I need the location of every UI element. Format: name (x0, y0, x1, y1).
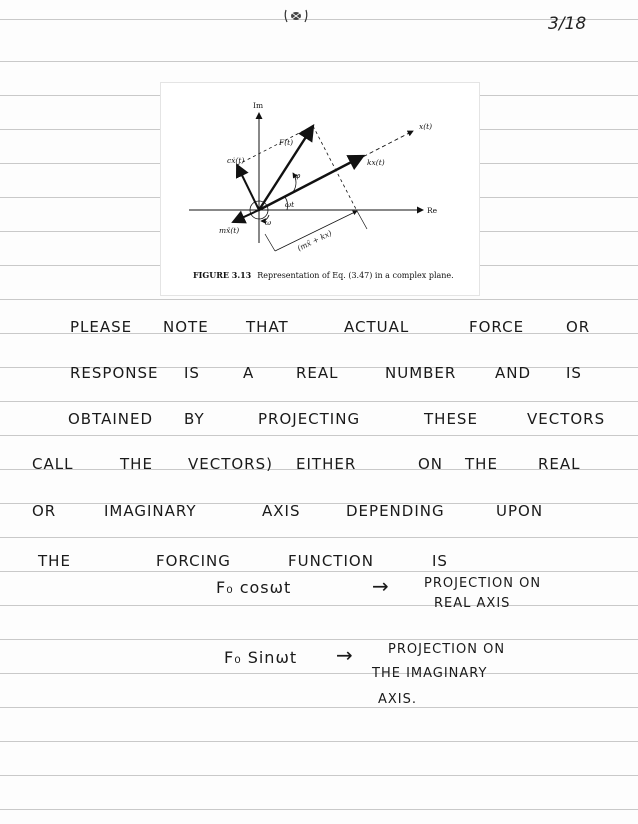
note-word: IS (566, 364, 582, 382)
note-word: NUMBER (385, 364, 457, 382)
note-line-4 (0, 455, 638, 477)
label-cxdot: cẋ(t) (227, 156, 245, 165)
sin-result-3: AXIS. (378, 692, 418, 707)
note-word: IS (432, 552, 448, 570)
label-x-t: x(t) (419, 122, 433, 131)
note-word: A (243, 364, 255, 382)
note-word: IMAGINARY (104, 502, 197, 520)
note-word: AND (495, 364, 532, 382)
note-word: FUNCTION (288, 552, 374, 570)
stamp-mark-icon (282, 6, 310, 26)
label-F-t: F(t) (279, 138, 294, 147)
kx-vector (259, 156, 363, 210)
note-word: THESE (424, 410, 478, 428)
note-word: FORCING (156, 552, 231, 570)
label-phi: φ (295, 171, 301, 180)
note-word: FORCE (469, 318, 525, 336)
note-word: RESPONSE (70, 364, 159, 382)
note-line-5 (0, 502, 638, 524)
note-word: DEPENDING (346, 502, 445, 520)
note-line-2 (0, 364, 638, 386)
phasor-diagram (161, 83, 479, 295)
figure-caption-text: Representation of Eq. (3.47) in a complex plane. (257, 271, 454, 280)
note-word: VECTORS) (188, 455, 273, 473)
figure-caption-label: FIGURE 3.13 (193, 270, 252, 280)
note-word: PROJECTING (258, 410, 361, 428)
label-kx-t: kx(t) (367, 158, 385, 167)
sin-result-2: THE IMAGINARY (372, 666, 488, 681)
note-word: VECTORS (527, 410, 606, 428)
note-word: PLEASE (70, 318, 133, 336)
note-word: THE (465, 455, 498, 473)
note-line-6 (0, 552, 638, 574)
note-line-3 (0, 410, 638, 432)
note-word: IS (184, 364, 200, 382)
label-im: Im (253, 101, 264, 110)
note-word: OBTAINED (68, 410, 154, 428)
label-re: Re (427, 206, 438, 215)
note-word: REAL (296, 364, 339, 382)
note-word: THE (38, 552, 71, 570)
label-mx-kx: (mẍ + kx) (295, 228, 334, 253)
note-word: BY (184, 410, 205, 428)
phasor-figure (160, 82, 480, 296)
cos-result-1: PROJECTION ON (424, 576, 542, 591)
cxdot-vector (237, 165, 259, 210)
note-word: THAT (246, 318, 289, 336)
note-word: OR (32, 502, 57, 520)
cos-expression: F₀ cosωt (216, 578, 292, 597)
sin-arrow: → (336, 643, 354, 667)
note-word: AXIS (262, 502, 301, 520)
sin-expression: F₀ Sinωt (224, 648, 298, 667)
note-word: ACTUAL (344, 318, 410, 336)
note-word: CALL (32, 455, 74, 473)
figure-caption (193, 270, 473, 280)
label-omega: ω (265, 218, 272, 227)
note-word: UPON (496, 502, 544, 520)
label-mxddot: mẍ(t) (219, 226, 240, 235)
note-word: NOTE (163, 318, 209, 336)
cos-arrow: → (372, 574, 390, 598)
note-word: EITHER (296, 455, 357, 473)
note-word: OR (566, 318, 591, 336)
sin-result-1: PROJECTION ON (388, 642, 506, 657)
note-line-1 (0, 318, 638, 340)
cos-result-2: REAL AXIS (434, 596, 511, 611)
note-word: ON (418, 455, 444, 473)
mxddot-vector (233, 210, 259, 222)
note-word: THE (120, 455, 153, 473)
note-word: REAL (538, 455, 581, 473)
label-omega-t: ωt (285, 200, 295, 209)
page-number: 3/18 (548, 14, 587, 34)
